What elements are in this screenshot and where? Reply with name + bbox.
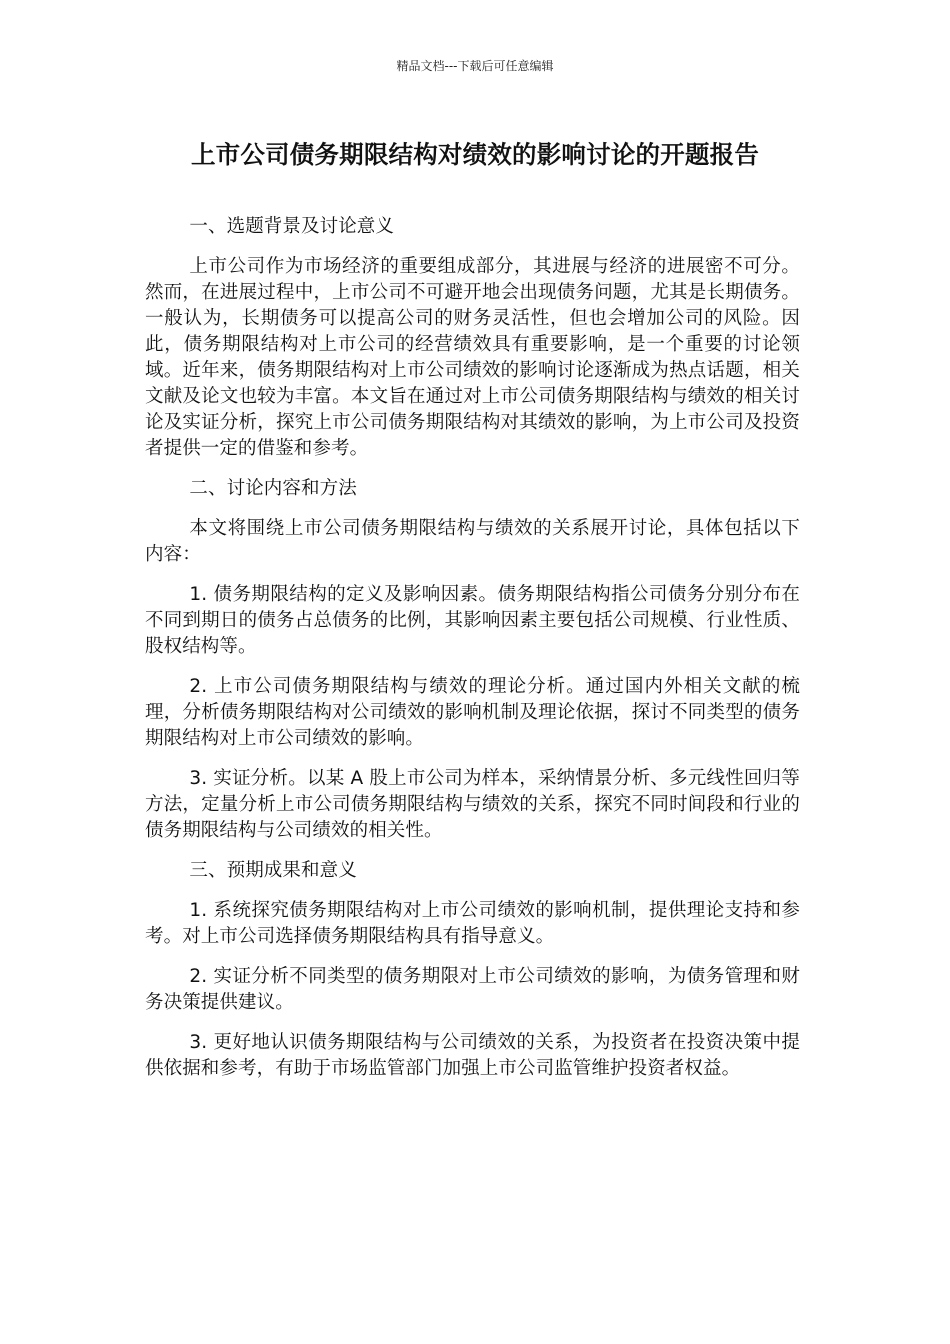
paragraph-content-intro: 本文将围绕上市公司债务期限结构与绩效的关系展开讨论，具体包括以下内容：: [145, 518, 800, 565]
paragraph-content-item-2: 2. 上市公司债务期限结构与绩效的理论分析。通过国内外相关文献的梳理，分析债务期限结构对公司绩效的影响机制及理论依据，探讨不同类型的债务期限结构对上市公司绩效的影响。: [145, 676, 800, 749]
paragraph-result-item-3: 3. 更好地认识债务期限结构与公司绩效的关系，为投资者在投资决策中提供依据和参考，有助于市场监管部门加强上市公司监管维护投资者权益。: [145, 1032, 800, 1079]
header-note: 精品文档---下载后可任意编辑: [396, 59, 554, 73]
document-body: [145, 214, 800, 1096]
section-heading-expected-results: 三、预期成果和意义: [189, 860, 357, 881]
paragraph-content-item-3: 3. 实证分析。以某 A 股上市公司为样本，采纳情景分析、多元线性回归等方法，定量分析上市公司债务期限结构与绩效的关系，探究不同时间段和行业的债务期限结构与公司绩效的相关性。: [145, 768, 800, 841]
section-heading-content-methods: 二、讨论内容和方法: [189, 478, 357, 499]
paragraph-result-item-2: 2. 实证分析不同类型的债务期限对上市公司绩效的影响，为债务管理和财务决策提供建议。: [145, 966, 800, 1013]
section-heading-background: 一、选题背景及讨论意义: [189, 216, 394, 237]
paragraph-content-item-1: 1. 债务期限结构的定义及影响因素。债务期限结构指公司债务分别分布在不同到期日的债务占总债务的比例，其影响因素主要包括公司规模、行业性质、股权结构等。: [145, 584, 800, 657]
paragraph-background: 上市公司作为市场经济的重要组成部分，其进展与经济的进展密不可分。然而，在进展过程中，上市公司不可避开地会出现债务问题，尤其是长期债务。一般认为，长期债务可以提高公司的财务灵活性，但也会增加公司的风险。因此，债务期限结构对上市公司的经营绩效具有重要影响，是一个重要的讨论领域。近年来，债务期限结构对上市公司绩效的影响讨论逐渐成为热点话题，相关文献及论文也较为丰富。本文旨在通过对上市公司债务期限结构与绩效的相关讨论及实证分析，探究上市公司债务期限结构对其绩效的影响，为上市公司及投资者提供一定的借鉴和参考。: [145, 256, 800, 459]
document-title: 上市公司债务期限结构对绩效的影响讨论的开题报告: [190, 140, 760, 169]
paragraph-result-item-1: 1. 系统探究债务期限结构对上市公司绩效的影响机制，提供理论支持和参考。对上市公司选择债务期限结构具有指导意义。: [145, 900, 800, 947]
